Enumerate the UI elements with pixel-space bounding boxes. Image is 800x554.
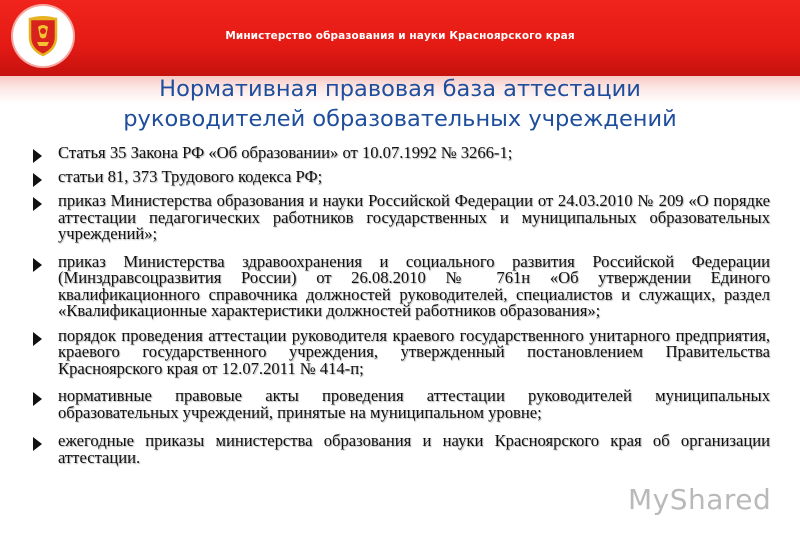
list-item bbox=[30, 388, 770, 421]
list-item bbox=[30, 193, 770, 243]
list-item-text: ежегодные приказы министерства образования и науки Красноярского края об организации аттестации. bbox=[58, 431, 770, 467]
bullet-arrow-icon bbox=[33, 197, 42, 211]
list-item-text: Статья 35 Закона РФ «Об образовании» от 10.07.1992 № 3266-1; bbox=[58, 143, 513, 162]
list-item-text: приказ Министерства здравоохранения и социального развития Российской Федерации (Минздравсоцразвития России) от 26.08.2010 № 761н «Об утверждении Единого квалификационного справочника должностей руководителей, специалистов и служащих, раздел «Квалификационные характеристики должностей работников образования»; bbox=[58, 251, 770, 320]
header-bar bbox=[0, 0, 800, 76]
bullet-arrow-icon bbox=[33, 332, 42, 346]
bullet-arrow-icon bbox=[33, 258, 42, 272]
bullet-arrow-icon bbox=[33, 392, 42, 406]
list-item-text: статьи 81, 373 Трудового кодекса РФ; bbox=[58, 166, 323, 186]
bullet-arrow-icon bbox=[33, 437, 42, 451]
bullet-arrow-icon bbox=[33, 149, 42, 163]
list-item bbox=[30, 145, 770, 162]
regulations-list bbox=[30, 145, 770, 466]
watermark-logo: MyShared bbox=[628, 483, 772, 516]
list-item bbox=[30, 251, 770, 320]
list-item bbox=[30, 166, 770, 186]
list-item-text: порядок проведения аттестации руководителя краевого государственного унитарного предприятия, краевого государственного учреждения, утвержденный постановлением Правительства Красноярского края от 12.07.2011 № 414-п; bbox=[58, 325, 770, 378]
title-line-2: руководителей образовательных учреждений bbox=[123, 106, 677, 132]
page-title bbox=[0, 74, 800, 134]
list-item-text: приказ Министерства образования и науки Российской Федерации от 24.03.2010 № 209 «О порядке аттестации педагогических работников государственных и муниципальных образовательных учреждений»; bbox=[58, 191, 770, 243]
list-item-text: нормативные правовые акты проведения аттестации руководителей муниципальных образовательных учреждений, принятые на муниципальном уровне; bbox=[58, 386, 770, 422]
list-item bbox=[30, 325, 770, 378]
title-line-1: Нормативная правовая база аттестации bbox=[159, 76, 641, 102]
list-item bbox=[30, 433, 770, 466]
organization-name: Министерство образования и науки Красноярского края bbox=[225, 30, 575, 42]
bullet-arrow-icon bbox=[33, 173, 42, 187]
